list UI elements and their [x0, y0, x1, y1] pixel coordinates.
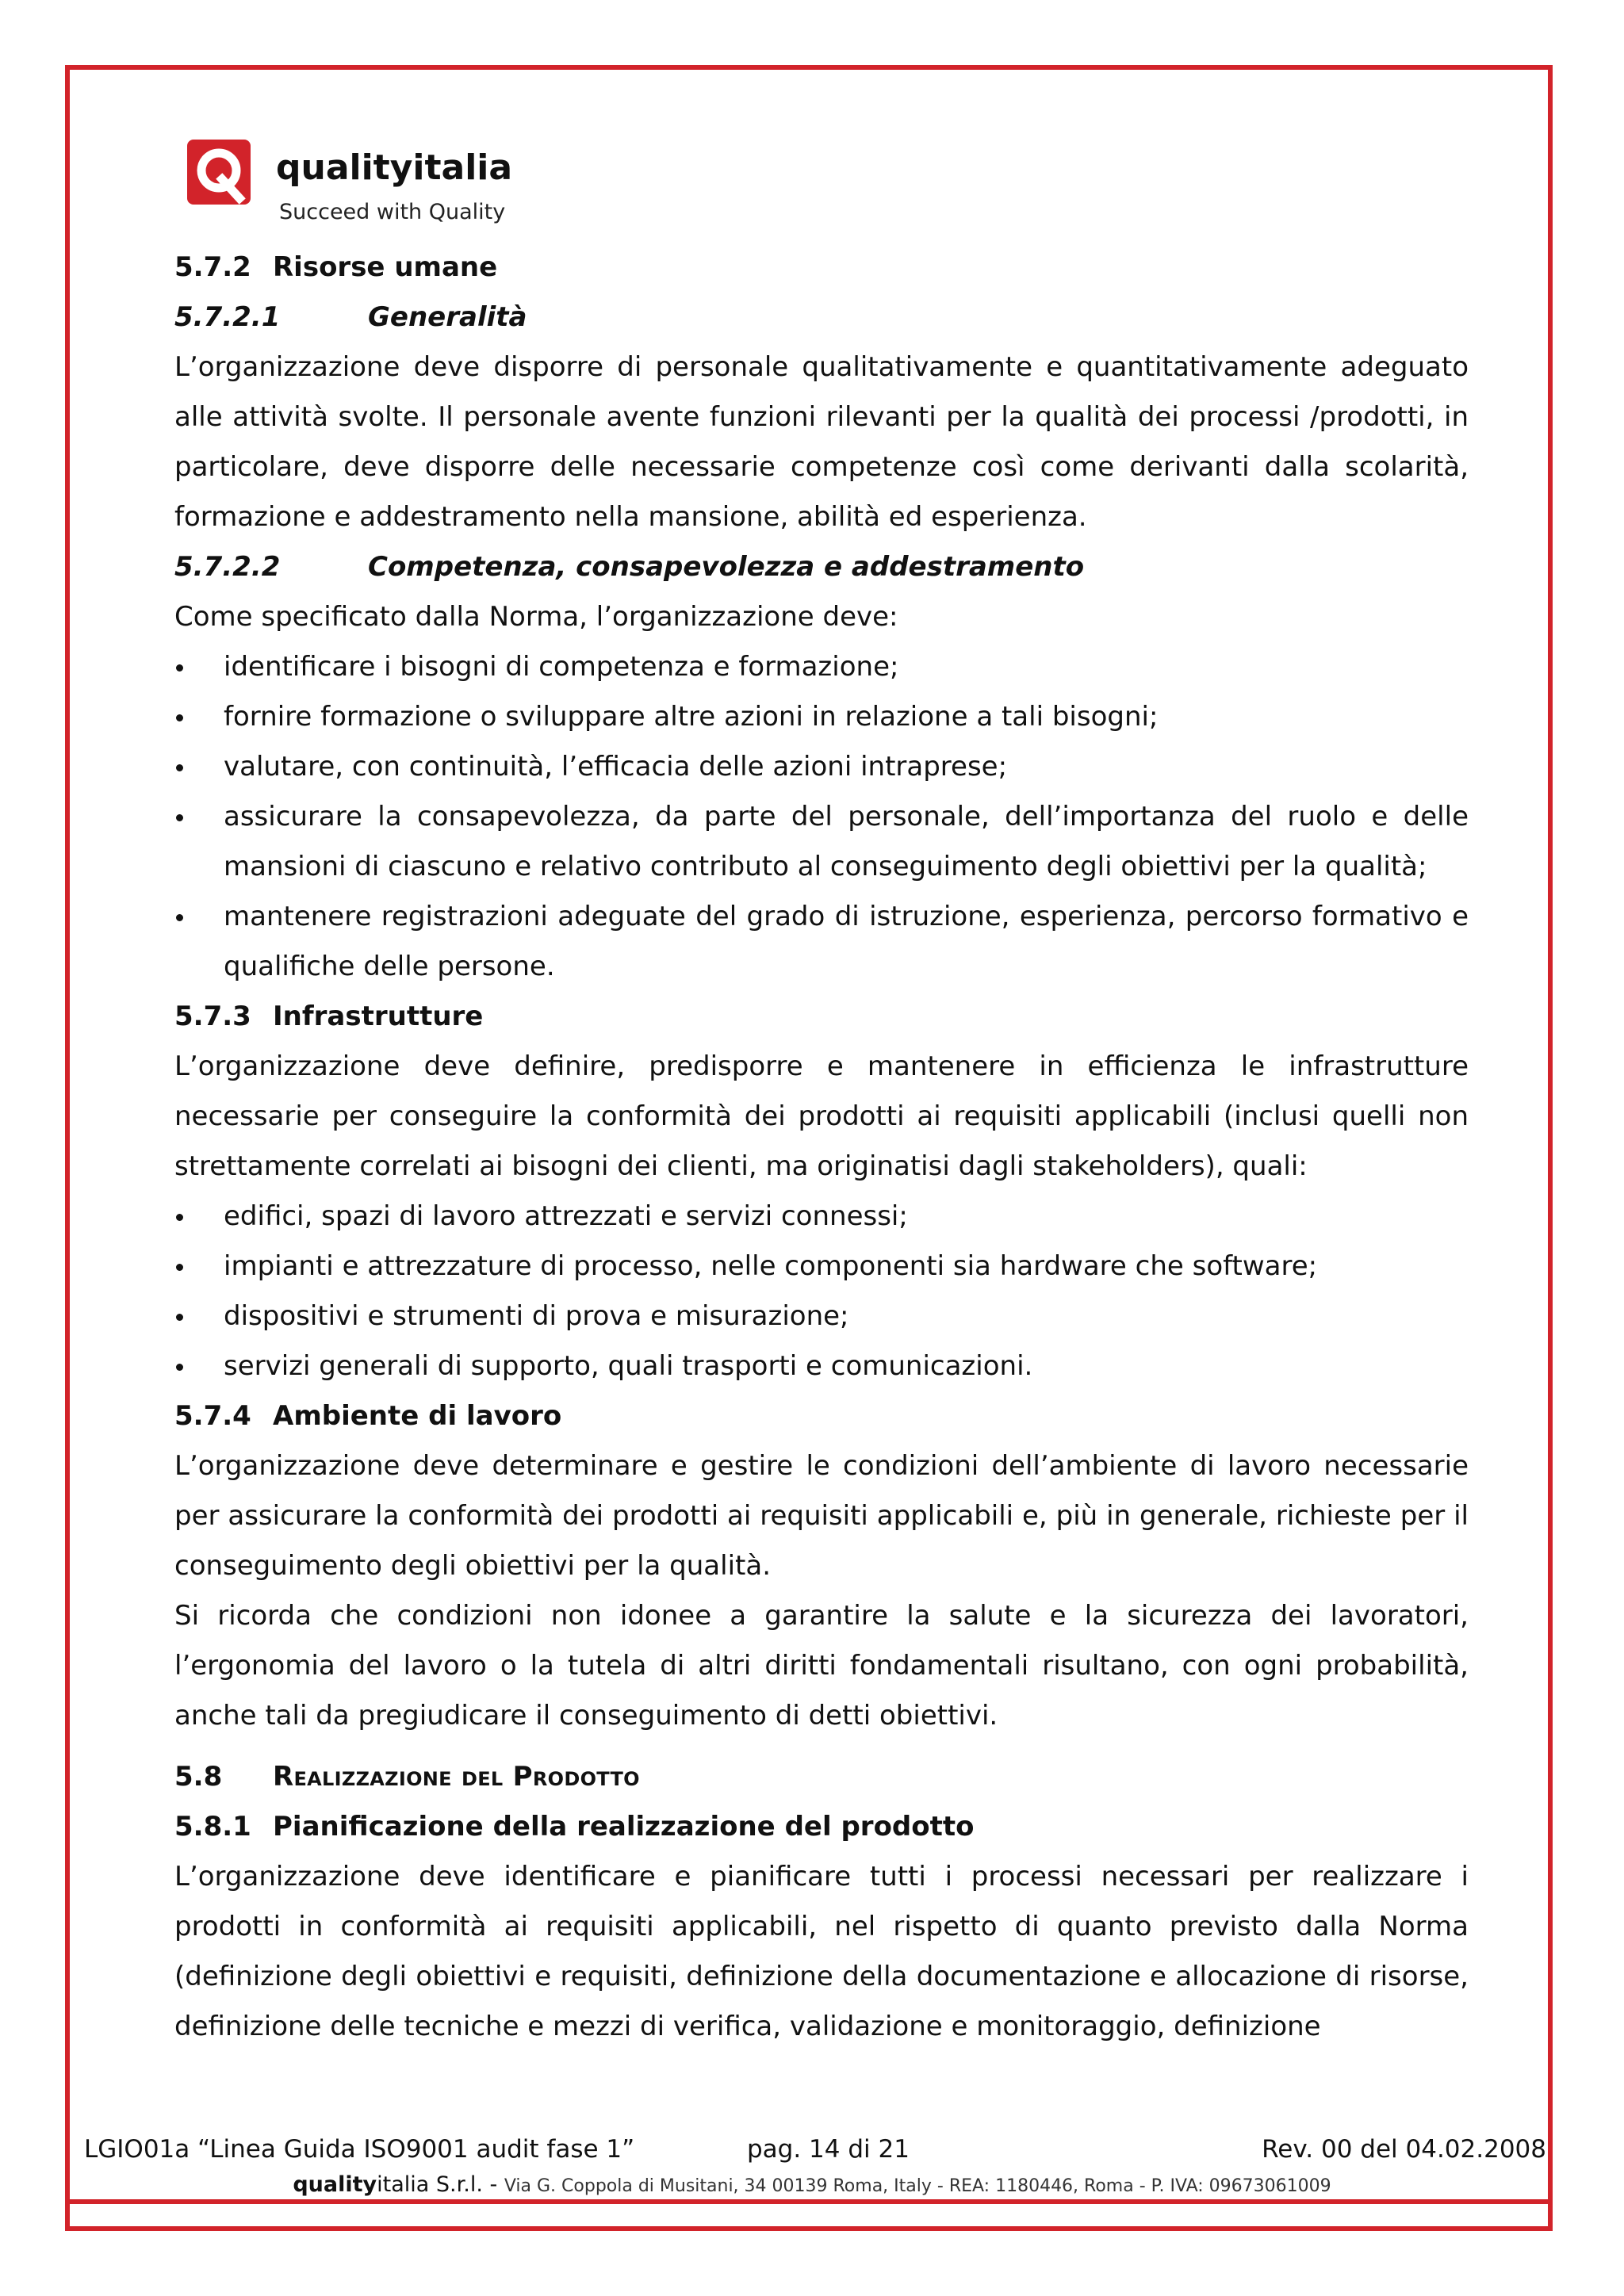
footer-page-number: pag. 14 di 21 — [747, 2135, 910, 2164]
heading-5-7-4: 5.7.4 Ambiente di lavoro — [174, 1400, 562, 1432]
paragraph-generalita: L’organizzazione deve disporre di personale qualitativamente e quantitativamente adeguato alle attività svolte. Il personale avente funzioni rilevanti per la qualità dei processi /prodotti, in particolare, deve disporre delle necessarie competenze così come derivanti dalla scolarità, formazione e addestramento nella mansione, abilità ed esperienza. — [174, 351, 1469, 533]
bullet-list-infrastrutture — [174, 1192, 1469, 1391]
footer-company-info: qualityitalia S.r.l. - Via G. Coppola di Musitani, 34 00139 Roma, Italy - REA: 1180446, Roma - P. IVA: 09673061009 — [293, 2172, 1331, 2197]
logo-tagline: Succeed with Quality — [279, 200, 506, 224]
paragraph-ambiente-1: L’organizzazione deve determinare e gestire le condizioni dell’ambiente di lavoro necessarie per assicurare la conformità dei prodotti ai requisiti applicabili e, più in generale, richieste per il conseguimento degli obiettivi per la qualità. — [174, 1450, 1469, 1582]
footer-address: Via G. Coppola di Musitani, 34 00139 Roma, Italy - REA: 1180446, Roma - P. IVA: 09673061009 — [504, 2176, 1331, 2196]
paragraph-competenza-intro: Come specificato dalla Norma, l’organizzazione deve: — [174, 601, 898, 633]
list-item: identificare i bisogni di competenza e formazione; — [174, 642, 1469, 692]
footer-document-title: LGIO01a “Linea Guida ISO9001 audit fase 1” — [84, 2135, 635, 2164]
heading-5-7-2-2: 5.7.2.2 Competenza, consapevolezza e addestramento — [174, 551, 1085, 583]
paragraph-infrastrutture: L’organizzazione deve definire, predisporre e mantenere in efficienza le infrastrutture necessarie per conseguire la conformità dei prodotti ai requisiti applicabili (inclusi quelli non strettamente correlati ai bisogni dei clienti, ma originatisi dagli stakeholders), quali: — [174, 1050, 1469, 1182]
heading-5-7-2-1: 5.7.2.1 Generalità — [174, 301, 527, 333]
heading-5-7-3: 5.7.3 Infrastrutture — [174, 1001, 484, 1032]
heading-5-8: 5.8 Realizzazione del Prodotto — [174, 1761, 640, 1793]
list-item: valutare, con continuità, l’efficacia delle azioni intraprese; — [174, 742, 1469, 792]
footer-divider — [65, 2199, 1553, 2204]
paragraph-ambiente-2: Si ricorda che condizioni non idonee a garantire la salute e la sicurezza dei lavoratori, l’ergonomia del lavoro o la tutela di altri diritti fondamentali risultano, con ogni probabilità, anche tali da pregiudicare il conseguimento di detti obiettivi. — [174, 1600, 1469, 1732]
list-item: edifici, spazi di lavoro attrezzati e servizi connessi; — [174, 1192, 1469, 1242]
list-item: servizi generali di supporto, quali trasporti e comunicazioni. — [174, 1341, 1469, 1391]
document-body — [174, 243, 1469, 2052]
list-item: dispositivi e strumenti di prova e misurazione; — [174, 1292, 1469, 1341]
bullet-list-competenza — [174, 642, 1469, 992]
logo-wordmark: qualityitalia — [276, 147, 513, 188]
list-item: fornire formazione o sviluppare altre azioni in relazione a tali bisogni; — [174, 692, 1469, 742]
list-item: assicurare la consapevolezza, da parte del personale, dell’importanza del ruolo e delle mansioni di ciascuno e relativo contributo al conseguimento degli obiettivi per la qualità; — [174, 792, 1469, 892]
list-item: impianti e attrezzature di processo, nelle componenti sia hardware che software; — [174, 1242, 1469, 1292]
paragraph-pianificazione: L’organizzazione deve identificare e pianificare tutti i processi necessari per realizzare i prodotti in conformità ai requisiti applicabili, nel rispetto di quanto previsto dalla Norma (definizione degli obiettivi e requisiti, definizione della documentazione e allocazione di risorse, definizione delle tecniche e mezzi di verifica, validazione e monitoraggio, definizione — [174, 1861, 1469, 2042]
q-logo-icon — [187, 140, 251, 205]
heading-5-8-1: 5.8.1 Pianificazione della realizzazione del prodotto — [174, 1811, 975, 1843]
footer-revision: Rev. 00 del 04.02.2008 — [1262, 2135, 1546, 2164]
list-item: mantenere registrazioni adeguate del grado di istruzione, esperienza, percorso formativo e qualifiche delle persone. — [174, 892, 1469, 992]
heading-5-7-2: 5.7.2 Risorse umane — [174, 251, 498, 283]
